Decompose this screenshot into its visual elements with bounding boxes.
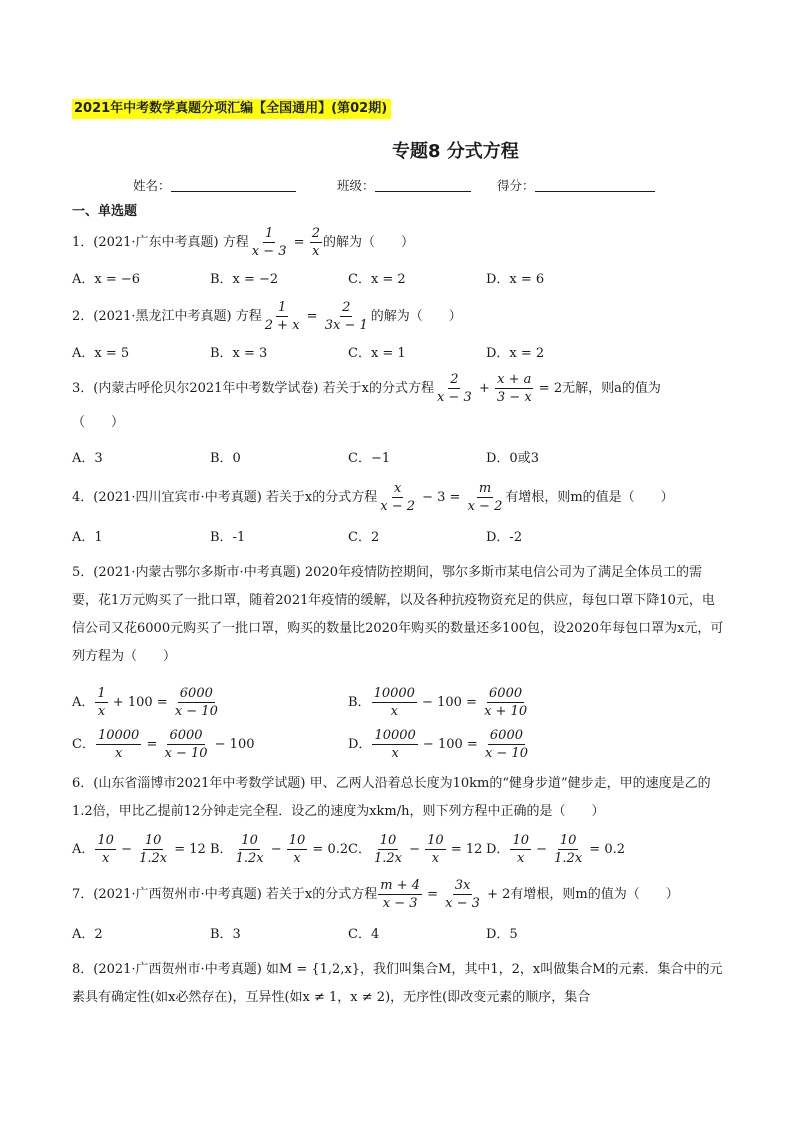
question-2-suffix: 的解为（ ） <box>370 309 462 324</box>
fraction: $\frac{10000}{x}$ <box>374 728 416 761</box>
fraction: $\frac{10}{x}$ <box>427 833 444 866</box>
question-5: 5．(2021·内蒙古鄂尔多斯市·中考真题) 2020年疫情防控期间，鄂尔多斯市某电信公司为了满足全体员工的需要，花1万元购买了一批口罩，随着2021年疫情的缓解，以及各种抗疫物资充足的供应，每包口罩下降10元，电信公司又花6000元购买了一批口罩，购买的数量比2020年购买的数量还多100包，设2020年每包口罩为x元，可列方程为（ ） <box>72 565 724 664</box>
q2-option-d[interactable]: D．x = 2 <box>486 346 545 361</box>
q6-option-d[interactable]: D． $\frac{10}{x}$ − $\frac{10}{1.2x}$ = 0.2 <box>486 833 626 866</box>
q1-option-c[interactable]: C．x = 2 <box>348 272 406 287</box>
q5-option-d[interactable]: D． $\frac{10000}{x}$ − 100 = $\frac{6000}{x - 10}$ <box>348 728 528 761</box>
fraction: $\frac{10}{1.2x}$ <box>139 833 168 866</box>
class-blank[interactable] <box>375 178 471 192</box>
q1-option-d[interactable]: D．x = 6 <box>486 272 545 287</box>
score-label: 得分： <box>497 178 535 193</box>
question-1-prefix: 1．(2021·广东中考真题) 方程 <box>72 235 249 250</box>
question-6: 6．(山东省淄博市2021年中考数学试题) 甲、乙两人沿着总长度为10km的“健身步道”健步走，甲的速度是乙的1.2倍，甲比乙提前12分钟走完全程．设乙的速度为xkm/h，则下列方程中正确的是（ ） <box>72 776 711 819</box>
question-3-line2: （ ） <box>72 415 125 430</box>
name-blank[interactable] <box>171 178 296 192</box>
score-blank[interactable] <box>535 178 655 192</box>
q5-option-c[interactable]: C． $\frac{10000}{x}$ = $\frac{6000}{x - 10}$ − 100 <box>72 728 255 761</box>
q6-option-a[interactable]: A． $\frac{10}{x}$ − $\frac{10}{1.2x}$ = 12 <box>72 833 206 866</box>
name-field[interactable] <box>133 176 296 194</box>
q6-option-c[interactable]: C． $\frac{10}{1.2x}$ − $\frac{10}{x}$ = 12 <box>348 833 483 866</box>
section-title: 一、单选题 <box>72 204 138 219</box>
question-4-prefix: 4．(2021·四川宜宾市·中考真题) 若关于x的分式方程 <box>72 490 378 505</box>
q7-option-a[interactable]: A．2 <box>72 927 103 942</box>
fraction: $\frac{2}{x}$ <box>311 226 320 259</box>
question-3-suffix: = 2无解，则a的值为 <box>534 381 661 396</box>
question-3-prefix: 3．(内蒙古呼伦贝尔2021年中考数学试卷) 若关于x的分式方程 <box>72 381 434 396</box>
q5-option-b[interactable]: B． $\frac{10000}{x}$ − 100 = $\frac{6000}{x + 10}$ <box>348 686 528 719</box>
q4-option-a[interactable]: A．1 <box>72 530 103 545</box>
q5-option-a[interactable]: A． $\frac{1}{x}$ + 100 = $\frac{6000}{x - 10}$ <box>72 686 218 719</box>
fraction: $\frac{10}{1.2x}$ <box>554 833 583 866</box>
score-field[interactable] <box>497 176 655 194</box>
class-field[interactable] <box>337 176 471 194</box>
fraction: $\frac{1}{2 + x}$ <box>264 300 300 333</box>
question-1: 1．(2021·广东中考真题) 方程 $\frac{1}{x - 3}$ = $\frac{2}{x}$ 的解为（ ） <box>72 226 414 259</box>
question-2: 2．(2021·黑龙江中考真题) 方程 $\frac{1}{2 + x}$ = $\frac{2}{3x - 1}$ 的解为（ ） <box>72 300 462 333</box>
q4-option-c[interactable]: C．2 <box>348 530 380 545</box>
fraction: $\frac{10}{1.2x}$ <box>235 833 264 866</box>
q2-option-a[interactable]: A．x = 5 <box>72 346 130 361</box>
question-7-suffix: + 2有增根，则m的值为（ ） <box>482 887 679 902</box>
question-8: 8．(2021·广西贺州市·中考真题) 如M = {1,2,x}，我们叫集合M，其中1，2，x叫做集合M的元素．集合中的元素具有确定性(如x必然存在)，互异性(如x ≠ 1，x ≠ 2)，无序性(即改变元素的顺序，集合 <box>72 962 723 1005</box>
question-3: 3．(内蒙古呼伦贝尔2021年中考数学试卷) 若关于x的分式方程 $\frac{2}{x - 3}$ + $\frac{x + a}{3 - x}$ = 2无解，则a的值为 <box>72 372 661 405</box>
fraction: $\frac{6000}{x - 10}$ <box>174 686 218 719</box>
fraction: $\frac{6000}{x + 10}$ <box>484 686 528 719</box>
name-label: 姓名： <box>133 178 171 193</box>
q1-option-b[interactable]: B．x = −2 <box>210 272 279 287</box>
question-4-suffix: 有增根，则m的值是（ ） <box>505 490 674 505</box>
fraction: $\frac{2}{3x - 1}$ <box>324 300 368 333</box>
fraction: $\frac{1}{x - 3}$ <box>251 226 287 259</box>
fraction: $\frac{3x}{x - 3}$ <box>445 878 480 911</box>
question-7: 7．(2021·广西贺州市·中考真题) 若关于x的分式方程 $\frac{m + 4}{x - 3}$ = $\frac{3x}{x - 3}$ + 2有增根，则m的值为（ ） <box>72 878 679 911</box>
question-2-prefix: 2．(2021·黑龙江中考真题) 方程 <box>72 309 262 324</box>
page-title: 专题8 分式方程 <box>392 141 519 162</box>
fraction: $\frac{10000}{x}$ <box>373 686 415 719</box>
fraction: $\frac{1}{x}$ <box>97 686 106 719</box>
fraction: $\frac{10}{x}$ <box>512 833 529 866</box>
fraction: $\frac{6000}{x - 10}$ <box>484 728 528 761</box>
fraction: $\frac{10}{1.2x}$ <box>373 833 402 866</box>
fraction: $\frac{6000}{x - 10}$ <box>164 728 208 761</box>
fraction: $\frac{10}{x}$ <box>97 833 114 866</box>
q4-option-b[interactable]: B．-1 <box>210 530 246 545</box>
fraction: $\frac{10000}{x}$ <box>97 728 140 761</box>
q7-option-b[interactable]: B．3 <box>210 927 241 942</box>
q7-option-c[interactable]: C．4 <box>348 927 380 942</box>
q2-option-b[interactable]: B．x = 3 <box>210 346 268 361</box>
class-label: 班级： <box>337 178 375 193</box>
series-banner: 2021年中考数学真题分项汇编【全国通用】(第02期) <box>72 99 391 119</box>
q3-option-b[interactable]: B．0 <box>210 451 241 466</box>
q6-option-b[interactable]: B． $\frac{10}{1.2x}$ − $\frac{10}{x}$ = 0.2 <box>210 833 349 866</box>
q3-option-d[interactable]: D．0或3 <box>486 451 539 466</box>
fraction: $\frac{x}{x - 2}$ <box>380 481 415 514</box>
q3-option-c[interactable]: C．−1 <box>348 451 391 466</box>
fraction: $\frac{2}{x - 3}$ <box>436 372 472 405</box>
fraction: $\frac{m}{x - 2}$ <box>467 481 503 514</box>
question-4: 4．(2021·四川宜宾市·中考真题) 若关于x的分式方程 $\frac{x}{x - 2}$ − 3 = $\frac{m}{x - 2}$ 有增根，则m的值是（ ） <box>72 481 674 514</box>
fraction: $\frac{m + 4}{x - 3}$ <box>380 878 420 911</box>
q2-option-c[interactable]: C．x = 1 <box>348 346 406 361</box>
fraction: $\frac{10}{x}$ <box>288 833 306 866</box>
q4-option-d[interactable]: D．-2 <box>486 530 523 545</box>
fraction: $\frac{x + a}{3 - x}$ <box>496 372 532 405</box>
q3-option-a[interactable]: A．3 <box>72 451 103 466</box>
q1-option-a[interactable]: A．x = −6 <box>72 272 141 287</box>
question-1-suffix: 的解为（ ） <box>322 235 414 250</box>
q7-option-d[interactable]: D．5 <box>486 927 518 942</box>
question-7-prefix: 7．(2021·广西贺州市·中考真题) 若关于x的分式方程 <box>72 887 378 902</box>
